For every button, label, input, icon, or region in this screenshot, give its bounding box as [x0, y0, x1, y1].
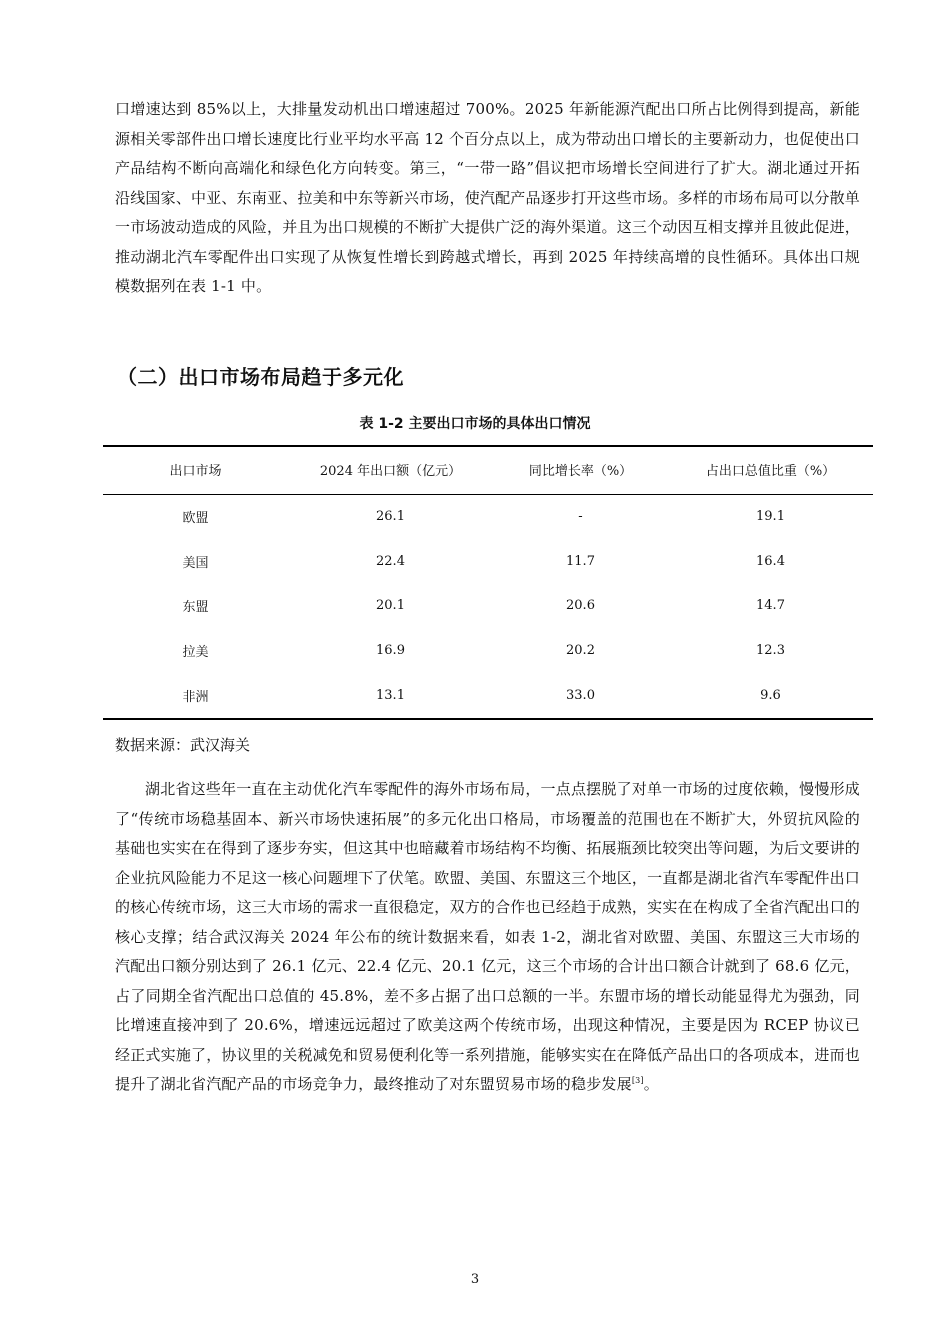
table-cell: 拉美 [182, 645, 209, 661]
table-bottom-rule [103, 718, 873, 720]
data-source-note: 数据来源：武汉海关 [115, 736, 251, 754]
table-header-row [103, 446, 873, 494]
table-row [103, 584, 873, 629]
column-header-export-value: 2024 年出口额（亿元） [288, 446, 493, 494]
table-row [103, 673, 873, 718]
table-cell: 14.7 [756, 598, 785, 614]
table-caption: 表 1-2 主要出口市场的具体出口情况 [359, 416, 591, 432]
table-cell: 26.1 [376, 509, 405, 525]
table-cell: 20.6 [566, 598, 595, 614]
column-header-market: 出口市场 [103, 446, 288, 494]
table-cell: 12.3 [756, 643, 785, 659]
table-cell: 16.4 [756, 553, 785, 569]
table-cell: 19.1 [756, 509, 785, 525]
table-cell: 9.6 [760, 688, 781, 704]
section-heading: （二）出口市场布局趋于多元化 [117, 365, 404, 389]
table-cell: 非洲 [182, 690, 209, 706]
table-row [103, 494, 873, 539]
table-row [103, 628, 873, 673]
page-number: 3 [470, 1272, 480, 1287]
table-cell: 16.9 [376, 643, 405, 659]
table-cell: 20.2 [566, 643, 595, 659]
column-header-growth-rate: 同比增长率（%） [493, 446, 668, 494]
table-cell: 20.1 [376, 598, 405, 614]
body-paragraph-1: 口增速达到 85%以上，大排量发动机出口增速超过 700%。2025 年新能源汽配出口所占比例得到提高，新能源相关零部件出口增长速度比行业平均水平高 12 个百分点以上，成为带动出口增长的主要新动力，也促使出口产品结构不断向高端化和绿色化方向转变。第三，“一带一路”倡议把市场增长空间进行了扩大。湖北通过开拓沿线国家、中亚、东南亚、拉美和中东等新兴市场，使汽配产品逐步打开这些市场。多样的市场布局可以分散单一市场波动造成的风险，并且为出口规模的不断扩大提供广泛的海外渠道。这三个动因互相支撑并且彼此促进，推动湖北汽车零配件出口实现了从恢复性增长到跨越式增长，再到 2025 年持续高增的良性循环。具体出口规模数据列在表 1-1 中。 [115, 100, 860, 295]
table-cell: 东盟 [182, 600, 209, 616]
table-cell: 22.4 [376, 553, 405, 569]
table-cell: 美国 [182, 555, 209, 571]
export-market-table [103, 446, 873, 718]
citation-ref[interactable]: [3] [631, 1076, 644, 1085]
paragraph-2-text: 湖北省这些年一直在主动优化汽车零配件的海外市场布局，一点点摆脱了对单一市场的过度依赖，慢慢形成了“传统市场稳基固本、新兴市场快速拓展”的多元化出口格局，市场覆盖的范围也在不断扩大，外贸抗风险的基础也实实在在得到了逐步夯实，但这其中也暗藏着市场结构不均衡、拓展瓶颈比较突出等问题，为后文要讲的企业抗风险能力不足这一核心问题埋下了伏笔。欧盟、美国、东盟这三个地区，一直都是湖北省汽车零配件出口的核心传统市场，这三大市场的需求一直很稳定，双方的合作也已经趋于成熟，实实在在构成了全省汽配出口的核心支撑；结合武汉海关 2024 年公布的统计数据来看，如表 1-2，湖北省对欧盟、美国、东盟这三大市场的汽配出口额分别达到了 26.1 亿元、22.4 亿元、20.1 亿元，这三个市场的合计出口额合计就到了 68.6 亿元，占了同期全省汽配出口总值的 45.8%，差不多占据了出口总额的一半。东盟市场的增长动能显得尤为强劲，同比增速直接冲到了 20.6%，增速远远超过了欧美这两个传统市场，出现这种情况，主要是因为 RCEP 协议已经正式实施了，协议里的关税减免和贸易便利化等一系列措施，能够实实在在降低产品出口的各项成本，进而也提升了湖北省汽配产品的市场竞争力，最终推动了对东盟贸易市场的稳步发展 [115, 780, 860, 1093]
paragraph-2-end: 。 [643, 1075, 659, 1093]
body-paragraph-2 [115, 775, 860, 1100]
table-cell: 欧盟 [182, 511, 209, 527]
table-cell: - [578, 509, 583, 525]
table-cell: 13.1 [376, 688, 405, 704]
column-header-share: 占出口总值比重（%） [668, 446, 873, 494]
table-row [103, 539, 873, 584]
table-cell: 11.7 [566, 553, 595, 569]
table-cell: 33.0 [566, 688, 595, 704]
